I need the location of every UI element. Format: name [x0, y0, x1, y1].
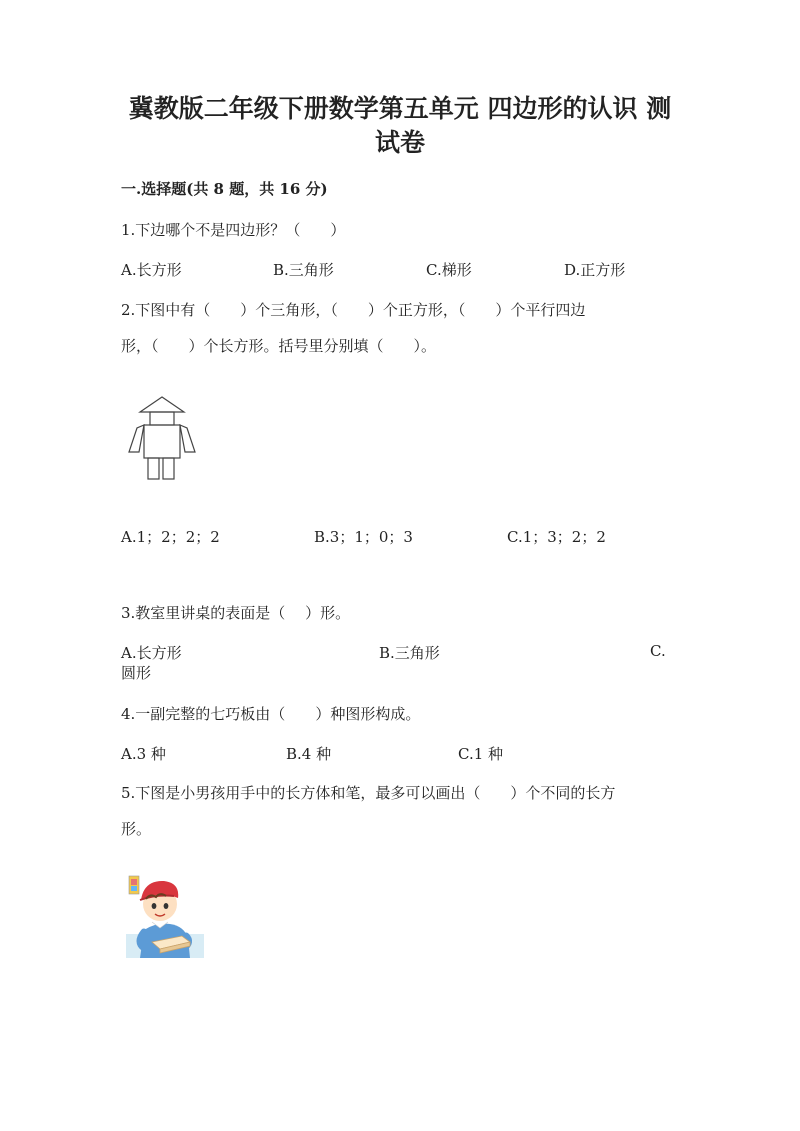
q3-option-c-text: 圆形: [121, 664, 152, 682]
robot-body-square: [144, 425, 180, 458]
q4-option-c: C.1 种: [458, 745, 504, 763]
q3-option-c: C.: [650, 642, 666, 660]
q1-option-c: C.梯形: [426, 261, 472, 279]
q2-option-a: A.1；2；2；2: [121, 528, 220, 546]
robot-shape-figure: [126, 394, 198, 482]
boy-with-box-illustration: [126, 872, 204, 958]
section-heading: 一.选择题(共 8 题，共 16 分): [121, 180, 328, 198]
question-5-line-1: 5.下图是小男孩用手中的长方体和笔，最多可以画出（ ）个不同的长方: [121, 784, 616, 802]
title-line-1: 冀教版二年级下册数学第五单元 四边形的认识 测: [128, 94, 672, 123]
q1-option-b: B.三角形: [273, 261, 334, 279]
q4-option-a: A.3 种: [121, 745, 166, 763]
robot-head-triangle: [140, 397, 184, 412]
robot-neck-rectangle: [150, 412, 174, 425]
q2-option-c: C.1；3；2；2: [507, 528, 606, 546]
question-2-line-1: 2.下图中有（ ）个三角形，（ ）个正方形，（ ）个平行四边: [121, 301, 586, 319]
page-title: [110, 92, 690, 160]
q3-option-b: B.三角形: [379, 644, 440, 662]
question-1: 1.下边哪个不是四边形？（ ）: [121, 221, 346, 239]
robot-right-leg: [163, 458, 174, 479]
q1-option-a: A.长方形: [121, 261, 182, 279]
title-line-2: 试卷: [374, 128, 425, 157]
q1-option-d: D.正方形: [564, 261, 626, 279]
robot-left-leg: [148, 458, 159, 479]
robot-right-arm: [180, 425, 195, 452]
question-3: 3.教室里讲桌的表面是（ ）形。: [121, 604, 351, 622]
q4-option-b: B.4 种: [286, 745, 332, 763]
question-5-line-2: 形。: [121, 820, 152, 838]
question-2-line-2: 形，（ ）个长方形。括号里分别填（ ）。: [121, 337, 437, 355]
robot-left-arm: [129, 425, 144, 452]
q2-option-b: B.3；1；0；3: [314, 528, 413, 546]
question-4: 4.一副完整的七巧板由（ ）种图形构成。: [121, 705, 421, 723]
q3-option-a: A.长方形: [121, 644, 182, 662]
